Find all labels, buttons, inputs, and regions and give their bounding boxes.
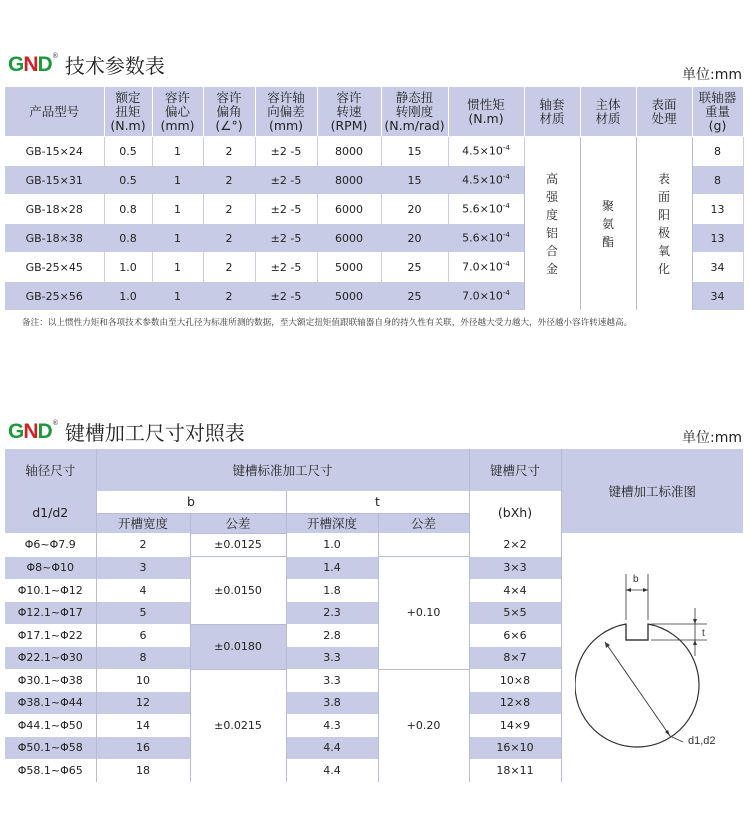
h-surface: 表面 处理 (636, 87, 692, 137)
width-cell: 16 (96, 737, 190, 760)
depth-cell: 1.8 (286, 579, 378, 602)
spec-cell: 1 (152, 282, 203, 311)
spec-cell: 1.0 (104, 253, 152, 282)
width-cell: 4 (96, 579, 190, 602)
fig-b-label: b (633, 574, 639, 585)
width-cell: 6 (96, 624, 190, 647)
h-angle: 容许 偏角 (∠°) (203, 87, 255, 137)
width-cell: 3 (96, 557, 190, 580)
spec-cell: GB-25×56 (5, 282, 104, 311)
spec-cell: 5000 (317, 282, 381, 311)
fig-t-label: t (702, 628, 705, 639)
spec-cell: 2 (203, 224, 255, 253)
spec-cell: 15 (381, 137, 448, 166)
section2-title: 键槽加工尺寸对照表 (64, 421, 245, 445)
spec-cell: 25 (381, 282, 448, 311)
spec-cell: 1.0 (104, 282, 152, 311)
h-std: 键槽标准加工尺寸 (96, 449, 469, 491)
h-t: t (286, 491, 469, 513)
h-shaft: 轴径尺寸 (5, 449, 96, 491)
h-size: 键槽尺寸 (469, 449, 561, 491)
inertia-cell: $4.5\times 10^{-4}$ (448, 166, 524, 195)
spec-cell: 5000 (317, 253, 381, 282)
depth-cell: 4.3 (286, 714, 378, 737)
weight-cell: 34 (692, 253, 743, 282)
keyway-diagram (575, 560, 735, 760)
h-torque: 额定 扭矩 (N.m) (104, 87, 152, 137)
shaft-range-cell: Φ6~Φ7.9 (5, 533, 96, 557)
spec-cell: 1 (152, 137, 203, 166)
spec-cell: ±2 -5 (255, 137, 317, 166)
h-model: 产品型号 (5, 87, 104, 137)
spec-cell: 2 (203, 282, 255, 311)
spec-cell: 25 (381, 253, 448, 282)
spec-table (5, 87, 744, 310)
h-tol1: 公差 (190, 513, 286, 533)
spec-cell: 0.5 (104, 137, 152, 166)
tolerance-b-cell: ±0.0150 (190, 557, 286, 625)
spec-cell: 0.8 (104, 195, 152, 224)
h-ecc: 容许 偏心 (mm) (152, 87, 203, 137)
width-cell: 2 (96, 533, 190, 557)
depth-cell: 1.4 (286, 557, 378, 580)
spec-cell: ±2 -5 (255, 253, 317, 282)
shaft-range-cell: Φ10.1~Φ12 (5, 579, 96, 602)
depth-cell: 2.8 (286, 624, 378, 647)
spec-cell: 1 (152, 195, 203, 224)
key-size-cell: 3×3 (469, 557, 561, 580)
spec-header-row (5, 87, 743, 137)
tolerance-b-cell: ±0.0125 (190, 533, 286, 557)
spec-cell: 15 (381, 166, 448, 195)
spec-cell: 0.8 (104, 224, 152, 253)
spec-cell: 1 (152, 253, 203, 282)
keyway-notch (626, 624, 648, 640)
spec-cell: GB-15×24 (5, 137, 104, 166)
spec-cell: 8000 (317, 166, 381, 195)
key-size-cell: 6×6 (469, 624, 561, 647)
spec-cell: ±2 -5 (255, 166, 317, 195)
key-size-cell: 18×11 (469, 759, 561, 782)
h-inertia: 惯性矩 (N.m) (448, 87, 524, 137)
sleeve-material-cell: 高强度铝合金 (524, 137, 580, 311)
inertia-cell: $4.5\times 10^{-4}$ (448, 137, 524, 166)
h-speed: 容许 转速 (RPM) (317, 87, 381, 137)
shaft-range-cell: Φ38.1~Φ44 (5, 692, 96, 715)
depth-cell: 4.4 (286, 737, 378, 760)
depth-cell: 3.3 (286, 669, 378, 692)
shaft-range-cell: Φ58.1~Φ65 (5, 759, 96, 782)
spec-cell: 1 (152, 224, 203, 253)
shaft-range-cell: Φ12.1~Φ17 (5, 602, 96, 625)
spec-cell: GB-15×31 (5, 166, 104, 195)
section2-header (8, 417, 245, 446)
hub-outline (575, 624, 699, 747)
key-size-cell: 12×8 (469, 692, 561, 715)
fig-d-label: d1,d2 (688, 735, 716, 747)
width-cell: 14 (96, 714, 190, 737)
key-size-cell: 10×8 (469, 669, 561, 692)
h-axial: 容许轴 向偏差 (mm) (255, 87, 317, 137)
h-b: b (96, 491, 286, 513)
shaft-range-cell: Φ22.1~Φ30 (5, 647, 96, 670)
section2-unit: 单位:mm (682, 430, 742, 446)
weight-cell: 8 (692, 137, 743, 166)
spec-cell: 2 (203, 195, 255, 224)
weight-cell: 13 (692, 195, 743, 224)
spec-cell: 2 (203, 166, 255, 195)
spec-cell: ±2 -5 (255, 282, 317, 311)
body-material-cell: 聚氨酯 (580, 137, 636, 311)
key-size-cell: 14×9 (469, 714, 561, 737)
depth-cell: 4.4 (286, 759, 378, 782)
h-weight: 联轴器 重量 (g) (692, 87, 743, 137)
key-size-cell: 8×7 (469, 647, 561, 670)
spec-cell: 8000 (317, 137, 381, 166)
shaft-range-cell: Φ30.1~Φ38 (5, 669, 96, 692)
spec-cell: 1 (152, 166, 203, 195)
spec-cell: 20 (381, 195, 448, 224)
keyway-row (5, 533, 743, 557)
spec-cell: 2 (203, 253, 255, 282)
width-cell: 8 (96, 647, 190, 670)
spec-cell: ±2 -5 (255, 195, 317, 224)
section1-title: 技术参数表 (64, 54, 165, 78)
width-cell: 5 (96, 602, 190, 625)
h-fig: 键槽加工标准图 (608, 484, 697, 499)
h-sleeve: 轴套 材质 (524, 87, 580, 137)
h-body: 主体 材质 (580, 87, 636, 137)
h-bxh: (bXh) (469, 491, 561, 533)
tolerance-t-cell: +0.10 (378, 557, 469, 670)
spec-note: 备注：以上惯性力矩和各项技术参数由至大孔径为标准所测的数据，至大额定扭矩值跟联轴器自身的持久性有关联，外径越大受力越大，外径越小容许转速越高。 (22, 318, 633, 328)
weight-cell: 8 (692, 166, 743, 195)
inertia-cell: $5.6\times 10^{-4}$ (448, 195, 524, 224)
spec-cell: 20 (381, 224, 448, 253)
tolerance-t-cell: +0.20 (378, 669, 469, 782)
depth-cell: 3.3 (286, 647, 378, 670)
brand-logo-2: G N D ® (8, 419, 57, 443)
h-stiff: 静态扭 转刚度 (N.m/rad) (381, 87, 448, 137)
section1-unit: 单位:mm (682, 67, 742, 83)
spec-row (5, 137, 743, 166)
key-size-cell: 4×4 (469, 579, 561, 602)
depth-cell: 2.3 (286, 602, 378, 625)
h-tol2: 公差 (378, 513, 469, 533)
shaft-range-cell: Φ50.1~Φ58 (5, 737, 96, 760)
spec-cell: GB-18×38 (5, 224, 104, 253)
spec-cell: 2 (203, 137, 255, 166)
tolerance-t-empty (378, 533, 469, 557)
key-size-cell: 2×2 (469, 533, 561, 557)
inertia-cell: $5.6\times 10^{-4}$ (448, 224, 524, 253)
width-cell: 10 (96, 669, 190, 692)
key-size-cell: 16×10 (469, 737, 561, 760)
shaft-range-cell: Φ17.1~Φ22 (5, 624, 96, 647)
inertia-cell: $7.0\times 10^{-4}$ (448, 282, 524, 311)
depth-cell: 1.0 (286, 533, 378, 557)
spec-cell: GB-18×28 (5, 195, 104, 224)
tolerance-b-cell: ±0.0180 (190, 624, 286, 669)
width-cell: 18 (96, 759, 190, 782)
spec-cell: 0.5 (104, 166, 152, 195)
width-cell: 12 (96, 692, 190, 715)
key-size-cell: 5×5 (469, 602, 561, 625)
depth-cell: 3.8 (286, 692, 378, 715)
h-bw: 开槽宽度 (96, 513, 190, 533)
section1-header (8, 50, 165, 79)
surface-cell: 表面阳极氧化 (636, 137, 692, 311)
spec-cell: 6000 (317, 224, 381, 253)
brand-logo: G N D ® (8, 52, 57, 76)
spec-cell: GB-25×45 (5, 253, 104, 282)
shaft-range-cell: Φ44.1~Φ50 (5, 714, 96, 737)
weight-cell: 13 (692, 224, 743, 253)
shaft-range-cell: Φ8~Φ10 (5, 557, 96, 580)
tolerance-b-cell: ±0.0215 (190, 669, 286, 782)
spec-cell: 6000 (317, 195, 381, 224)
inertia-cell: $7.0\times 10^{-4}$ (448, 253, 524, 282)
weight-cell: 34 (692, 282, 743, 311)
spec-cell: ±2 -5 (255, 224, 317, 253)
h-d: d1/d2 (5, 491, 96, 533)
h-td: 开槽深度 (286, 513, 378, 533)
